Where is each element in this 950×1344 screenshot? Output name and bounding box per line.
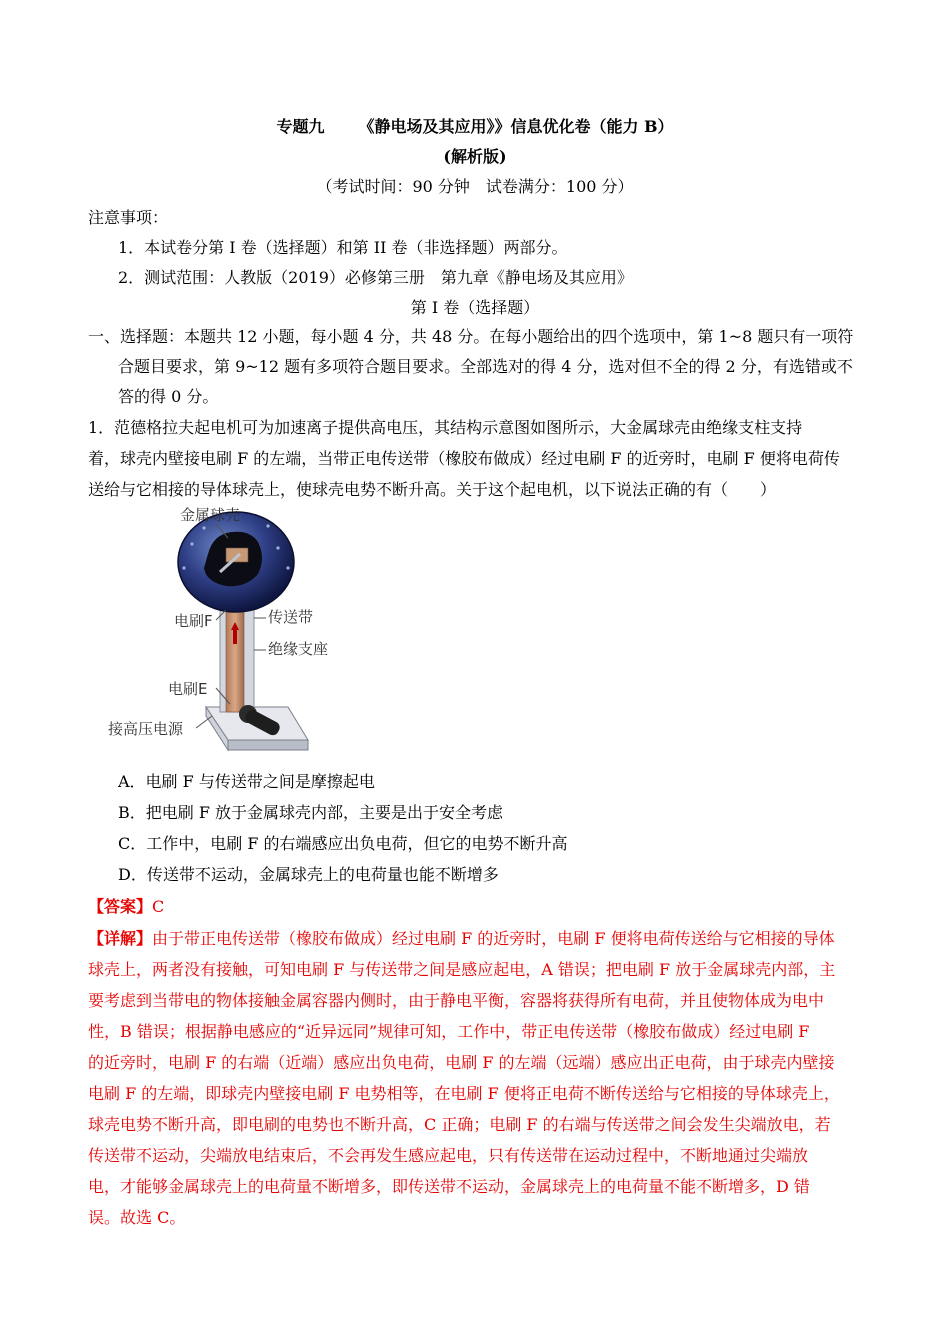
label-brush-f: 电刷F [174,612,213,630]
label-metal-shell: 金属球壳 [180,506,241,524]
explanation-line: 误。故选 C。 [88,1208,186,1227]
option-d: D．传送带不运动，金属球壳上的电荷量也能不断增多 [118,865,499,884]
option-c: C．工作中，电刷 F 的右端感应出负电荷，但它的电势不断升高 [118,834,568,853]
van-de-graaff-diagram [108,502,348,760]
notice-item: 1．本试卷分第 I 卷（选择题）和第 II 卷（非选择题）两部分。 [118,238,568,257]
option-a: A．电刷 F 与传送带之间是摩擦起电 [118,772,375,791]
title-topic: 专题九 [276,117,325,136]
explanation-line: 电刷 F 的左端，即球壳内壁接电刷 F 电势相等，在电刷 F 便将正电荷不断传送给与它相接的导体球壳上， [88,1084,840,1103]
explanation-line: 球壳电势不断升高，即电刷的电势也不断升高，C 正确；电刷 F 的右端与传送带之间会发生尖端放电，若 [88,1115,831,1134]
explanation-line: 传送带不运动，尖端放电结束后，不会再发生感应起电，只有传送带在运动过程中，不断地通过尖端放 [88,1146,809,1165]
title-chapter: 《静电场及其应用》》信息优化卷（能力 B） [358,117,674,136]
explanation-line [88,929,835,949]
explanation-line: 球壳上，两者没有接触，可知电刷 F 与传送带之间是感应起电，A 错误；把电刷 F 放于金属球壳内部，主 [88,960,836,979]
explanation-line: 性，B 错误；根据静电感应的“近异远同”规律可知，工作中，带正电传送带（橡胶布做成）经过电刷 F [88,1022,810,1041]
explanation-line: 电，才能够金属球壳上的电荷量不断增多，即传送带不运动，金属球壳上的电荷量不能不断增多，D 错 [88,1177,810,1196]
option-b: B．把电刷 F 放于金属球壳内部，主要是出于安全考虑 [118,803,504,822]
notice-item: 2．测试范围：人教版（2019）必修第三册 第九章《静电场及其应用》 [118,268,633,287]
generator-figure [108,502,348,760]
explanation-line: 的近旁时，电刷 F 的右端（近端）感应出负电荷，电刷 F 的左端（远端）感应出正电荷，由于球壳内壁接 [88,1053,835,1072]
document-subtitle: (解析版) [443,147,507,166]
question-stem: 送给与它相接的导体球壳上，使球壳电势不断升高。关于这个起电机，以下说法正确的有（ ） [88,480,777,499]
metal-sphere-shell [178,512,294,612]
exam-info: （考试时间：90 分钟 试卷满分：100 分） [316,177,634,196]
label-high-voltage: 接高压电源 [108,720,184,738]
explanation-label: 【详解】 [88,929,153,948]
label-support: 绝缘支座 [268,640,329,658]
explanation-text: 由于带正电传送带（橡胶布做成）经过电刷 F 的近旁时，电刷 F 便将电荷传送给与它相接的导体 [152,929,835,948]
section-instructions: 合题目要求，第 9~12 题有多项符合题目要求。全部选对的得 4 分，选对但不全的得 2 分，有选错或不 [118,357,853,376]
section-instructions: 答的得 0 分。 [118,387,219,406]
label-brush-e: 电刷E [168,680,208,698]
document-title [0,117,950,137]
answer-label: 【答案】 [88,897,153,916]
section-instructions: 一、选择题：本题共 12 小题，每小题 4 分，共 48 分。在每小题给出的四个选项中，第 1~8 题只有一项符 [88,327,854,346]
question-stem: 着，球壳内壁接电刷 F 的左端，当带正电传送带（橡胶布做成）经过电刷 F 的近旁时，电刷 F 便将电荷传 [88,449,840,468]
answer-line [88,897,164,917]
explanation-line: 要考虑到当带电的物体接触金属容器内侧时，由于静电平衡，容器将获得所有电荷，并且使物体成为电中 [88,991,825,1010]
answer-value: C [152,897,165,916]
section-title: 第 I 卷（选择题） [410,298,540,317]
notice-heading: 注意事项： [88,208,169,227]
question-stem: 1．范德格拉夫起电机可为加速离子提供高电压，其结构示意图如图所示，大金属球壳由绝缘支柱支持 [88,418,803,437]
label-belt: 传送带 [268,608,314,626]
